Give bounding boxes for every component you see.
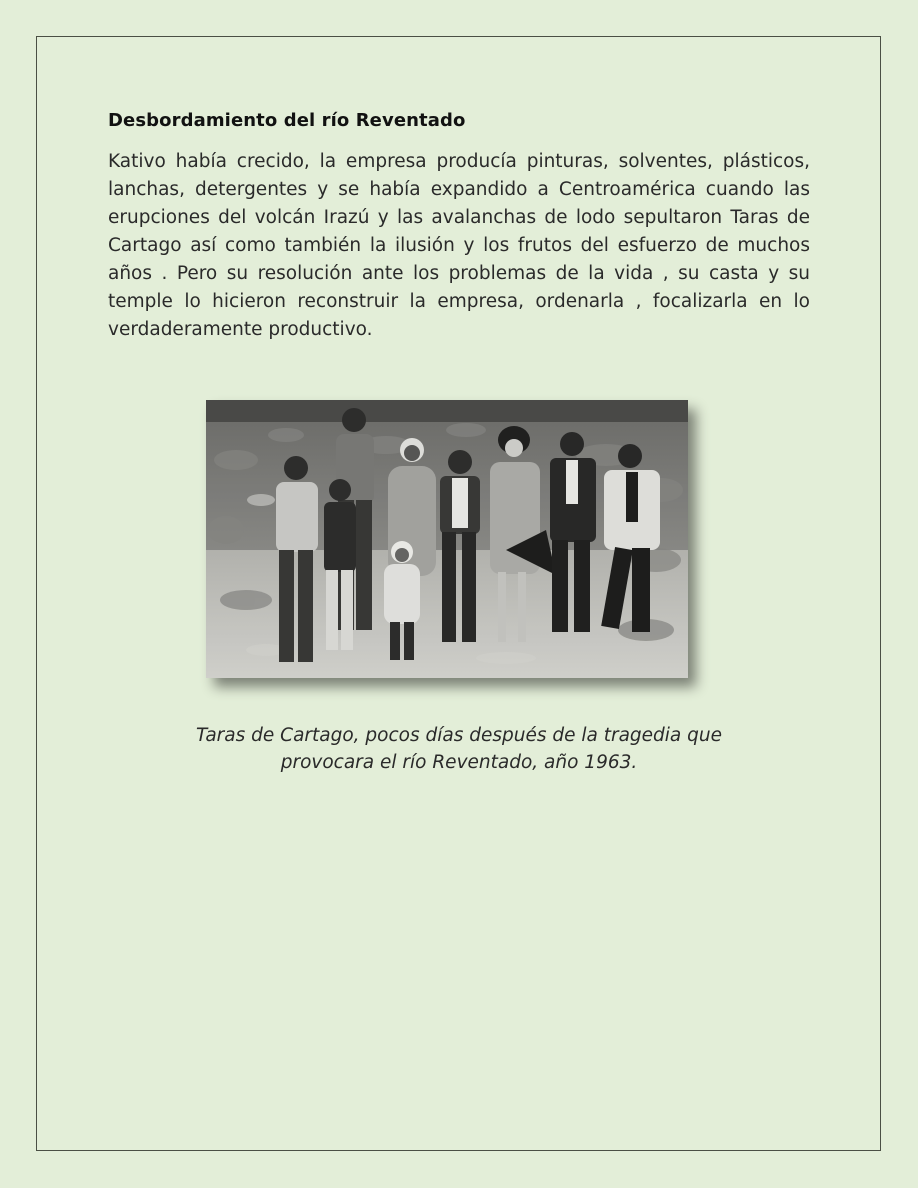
photo-family-group-icon <box>206 400 688 678</box>
caption-line-2: provocara el río Reventado, año 1963. <box>280 752 638 773</box>
caption-line-1: Taras de Cartago, pocos días después de la tragedia que <box>195 725 722 746</box>
body-paragraph: Kativo había crecido, la empresa producía pinturas, solventes, plásticos, lanchas, detergentes y se había expandido a Centroamérica cuando las erupciones del volcán Irazú y las avalanchas de lodo sepultaron Taras de Cartago así como también la ilusión y los frutos del esfuerzo de muchos años . Pero su resolución ante los problemas de la vida , su casta y su temple lo hicieron reconstruir la empresa, ordenarla , focalizarla en lo verdaderamente productivo. <box>108 151 810 340</box>
photo-caption <box>108 722 810 776</box>
historical-photo <box>206 400 688 678</box>
section-heading: Desbordamiento del río Reventado <box>108 110 466 131</box>
